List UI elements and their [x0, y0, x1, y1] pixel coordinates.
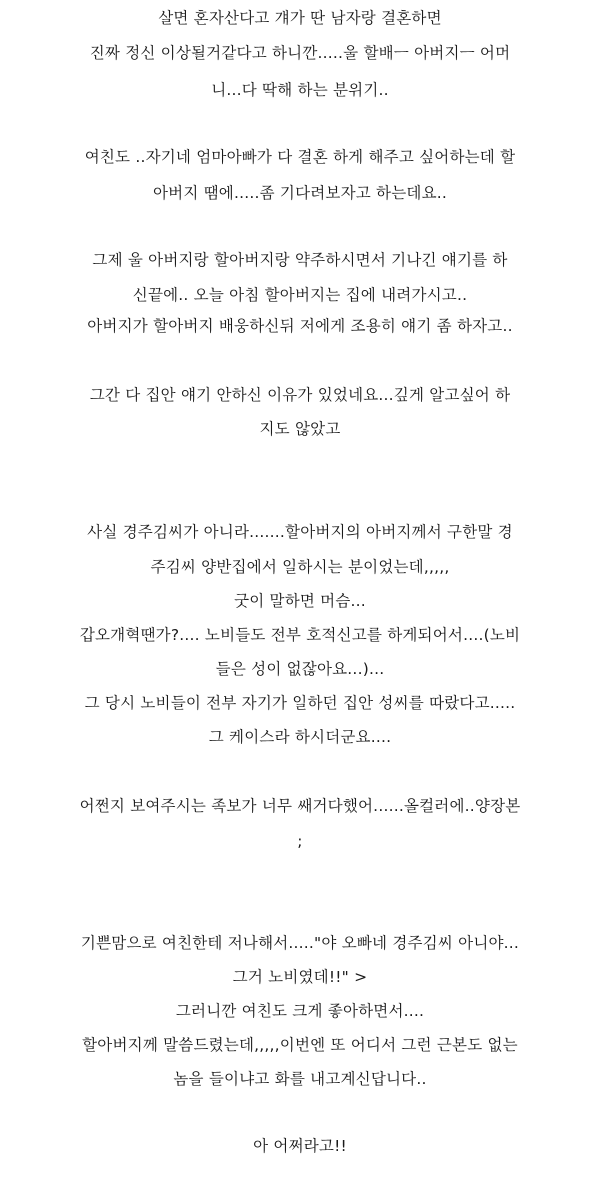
text-line: 살면 혼자산다고 걔가 딴 남자랑 결혼하면	[158, 9, 442, 27]
text-line: 사실 경주김씨가 아니라.......할아버지의 아버지께서 구한말 경	[87, 523, 513, 541]
text-line: 진짜 정신 이상될거같다고 하니깐.....울 할배ㅡ 아버지ㅡ 어머	[89, 44, 511, 62]
text-line: 아버지 땜에.....좀 기다려보자고 하는데요..	[152, 184, 448, 202]
text-line: 그제 울 아버지랑 할아버지랑 약주하시면서 기나긴 얘기를 하	[92, 251, 508, 269]
text-line: 아 어쩌라고!!	[253, 1137, 347, 1155]
text-line: 갑오개혁땐가?.... 노비들도 전부 호적신고를 하게되어서....(노비	[79, 626, 521, 644]
text-line: 그거 노비였데!!" >	[232, 968, 368, 986]
text-line: 지도 않았고	[259, 420, 341, 438]
text-line: ;	[297, 832, 303, 850]
text-line: 니...다 딱해 하는 분위기..	[211, 81, 389, 99]
text-line: 기쁜맘으로 여친한테 저나해서....."야 오빠네 경주김씨 아니야...	[80, 934, 520, 952]
text-line: 놈을 들이냐고 화를 내고계신답니다..	[173, 1070, 427, 1088]
text-line: 할아버지께 말씀드렸는데,,,,,이번엔 또 어디서 그런 근본도 없는	[82, 1036, 518, 1054]
text-line: 신끝에.. 오늘 아침 할아버지는 집에 내려가시고..	[132, 286, 468, 304]
text-line: 여친도 ..자기네 엄마아빠가 다 결혼 하게 해주고 싶어하는데 할	[84, 148, 516, 166]
text-line: 그간 다 집안 얘기 안하신 이유가 있었네요...깊게 알고싶어 하	[89, 386, 511, 404]
text-line: 들은 성이 없잖아요...)...	[215, 660, 385, 678]
text-line: 어쩐지 보여주시는 족보가 너무 쌔거다했어......올컬러에..양장본	[79, 797, 521, 815]
text-line: 그 당시 노비들이 전부 자기가 일하던 집안 성씨를 따랐다고.....	[84, 694, 516, 712]
text-line: 아버지가 할아버지 배웅하신뒤 저에게 조용히 얘기 좀 하자고..	[87, 317, 513, 335]
text-line: 굿이 말하면 머슴...	[234, 592, 366, 610]
text-line: 그러니깐 여친도 크게 좋아하면서....	[175, 1002, 425, 1020]
text-line: 그 케이스라 하시더군요....	[208, 728, 392, 746]
text-line: 주김씨 양반집에서 일하시는 분이었는데,,,,,	[150, 558, 450, 576]
